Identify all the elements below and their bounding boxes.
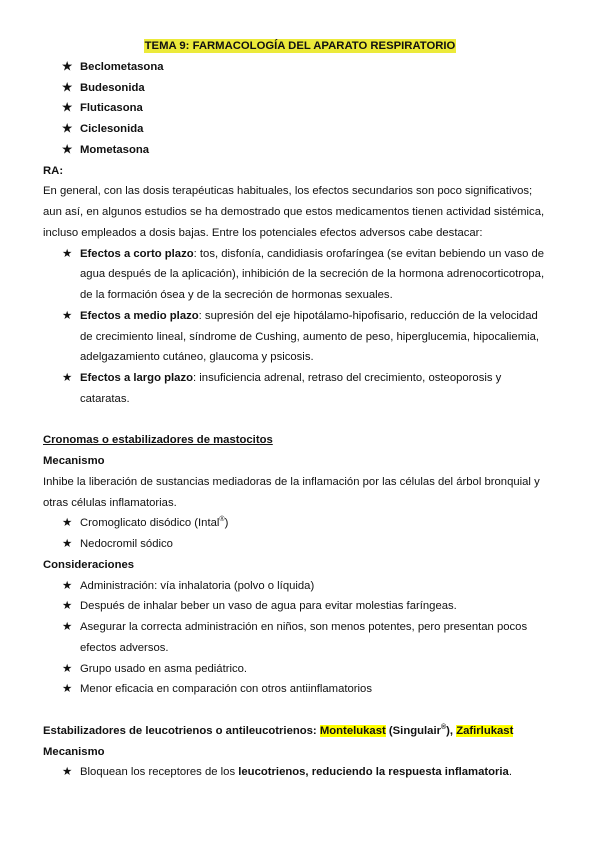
period: . <box>508 766 512 779</box>
paragraph-line: En general, con las dosis terapéuticas habituales, los efectos secundarios son poco significativos; <box>43 185 533 198</box>
item-text: Bloquean los receptores de los <box>80 766 239 779</box>
effect-text: agua después de la aplicación), inhibición de la secreción de la hormona adrenocorticotropa, <box>80 268 545 281</box>
star-bullet-icon: ★ <box>62 517 73 530</box>
effect-text: adelgazamiento cutáneo, glaucoma y psicosis. <box>80 351 314 364</box>
star-bullet-icon: ★ <box>62 309 73 322</box>
effect-label: Efectos a corto plazo <box>80 247 194 260</box>
paragraph-line: Inhibe la liberación de sustancias mediadoras de la inflamación por las células del árbol bronquial y <box>43 475 540 488</box>
drug-name: Beclometasona <box>80 60 164 73</box>
registered-mark: ® <box>440 723 447 731</box>
ra-heading: RA: <box>43 164 64 177</box>
list-item <box>0 98 600 119</box>
item-text: efectos adversos. <box>80 641 169 654</box>
brand-close: ), <box>446 724 457 737</box>
item-text: Asegurar la correcta administración en niños, son menos potentes, pero presentan pocos <box>80 621 528 633</box>
heading-text: Estabilizadores de leucotrienos o antileucotrienos: <box>43 724 320 737</box>
registered-mark: ® <box>219 516 225 524</box>
list-item <box>0 57 600 78</box>
drug-name: Fluticasona <box>80 102 143 115</box>
list-item <box>0 617 600 638</box>
list-item <box>0 368 600 389</box>
list-item <box>0 534 600 555</box>
page-title: TEMA 9: FARMACOLOGÍA DEL APARATO RESPIRATORIO <box>144 40 456 52</box>
drug-name: Cromoglicato disódico (Intal <box>80 517 220 530</box>
star-bullet-icon: ★ <box>62 600 73 613</box>
effect-label: Efectos a medio plazo <box>80 309 199 322</box>
effect-text: : tos, disfonía, candidiasis orofaríngea (se evitan bebiendo un vaso de <box>193 247 545 260</box>
star-bullet-icon: ★ <box>62 102 73 115</box>
subheading: Mecanismo <box>43 455 105 467</box>
drug-name: Budesonida <box>80 81 145 94</box>
star-bullet-icon: ★ <box>62 143 73 156</box>
effect-text: cataratas. <box>80 392 130 405</box>
list-item <box>0 659 600 680</box>
star-bullet-icon: ★ <box>62 81 73 94</box>
star-bullet-icon: ★ <box>62 372 73 384</box>
drug-name: Nedocromil sódico <box>80 538 173 550</box>
list-item <box>0 513 600 534</box>
item-text: Menor eficacia en comparación con otros antiinflamatorios <box>80 683 372 696</box>
list-item <box>0 78 600 99</box>
paragraph-line: otras células inflamatorias. <box>43 496 177 509</box>
drug-name: Mometasona <box>80 143 150 156</box>
list-item <box>0 576 600 597</box>
star-bullet-icon: ★ <box>62 621 73 633</box>
star-bullet-icon: ★ <box>62 538 73 550</box>
item-text: Después de inhalar beber un vaso de agua para evitar molestias faríngeas. <box>80 600 457 613</box>
drug-name-highlighted: Zafirlukast <box>456 724 514 737</box>
list-item <box>0 679 600 700</box>
paragraph-line: aun así, en algunos estudios se ha demostrado que estos medicamentos tienen actividad sistémica, <box>43 206 545 218</box>
effect-text: : supresión del eje hipotálamo-hipofisario, reducción de la velocidad <box>198 309 538 322</box>
section-heading <box>0 721 600 742</box>
star-bullet-icon: ★ <box>62 662 73 675</box>
subheading: Consideraciones <box>43 558 135 571</box>
blank-line <box>0 700 600 721</box>
subheading: Mecanismo <box>43 745 105 758</box>
paren: ) <box>224 517 229 530</box>
list-item <box>0 244 600 265</box>
paragraph-line: incluso empleados a dosis bajas. Entre los potenciales efectos adversos cabe destacar: <box>43 226 483 239</box>
list-item <box>0 762 600 783</box>
star-bullet-icon: ★ <box>62 766 73 779</box>
title-line <box>0 36 600 57</box>
star-bullet-icon: ★ <box>62 60 73 73</box>
star-bullet-icon: ★ <box>62 247 73 260</box>
effect-text: de crecimiento lineal, síndrome de Cushing, aumento de peso, hiperglucemia, hipocaliemia, <box>80 330 540 343</box>
star-bullet-icon: ★ <box>62 579 73 592</box>
item-text-bold: leucotrienos, reduciendo la respuesta inflamatoria <box>238 766 509 779</box>
effect-text: : insuficiencia adrenal, retraso del crecimiento, osteoporosis y <box>193 372 502 384</box>
list-item <box>0 306 600 327</box>
drug-name-highlighted: Montelukast <box>319 724 386 737</box>
drug-name: Ciclesonida <box>80 123 144 135</box>
blank-line <box>0 410 600 431</box>
item-text: Administración: vía inhalatoria (polvo o líquida) <box>80 579 315 592</box>
effect-label: Efectos a largo plazo <box>80 372 193 384</box>
section-heading: Cronomas o estabilizadores de mastocitos <box>43 434 273 447</box>
star-bullet-icon: ★ <box>62 683 73 696</box>
list-item <box>0 140 600 161</box>
star-bullet-icon: ★ <box>62 123 73 135</box>
item-text: Grupo usado en asma pediátrico. <box>80 662 248 675</box>
list-item <box>0 596 600 617</box>
list-item <box>0 119 600 140</box>
effect-text: de la formación ósea y de la secreción de hormonas sexuales. <box>80 289 393 301</box>
brand-text: (Singulair <box>385 724 441 737</box>
